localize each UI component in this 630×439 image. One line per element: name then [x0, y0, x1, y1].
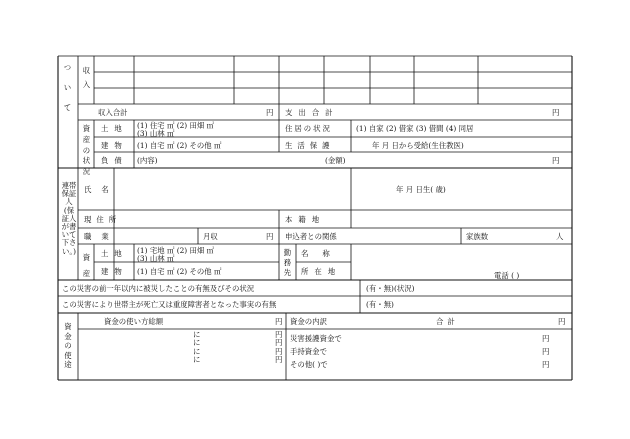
- use-item: に: [193, 338, 201, 348]
- fund-item-label: 手持資金で: [290, 347, 327, 356]
- section-vertical-label: ついて: [63, 63, 72, 112]
- land-line-2: (3) 山林 ㎡: [137, 129, 175, 138]
- disaster-answer-2: (有・無): [366, 300, 394, 309]
- workplace-vertical-label: 勤務先: [283, 248, 292, 277]
- debt-label: 負債: [101, 156, 128, 165]
- debt-content: (内容): [137, 156, 158, 165]
- debt-amount: (金額): [325, 156, 346, 165]
- fund-item-yen: 円: [542, 347, 550, 356]
- guarantor-vertical-label: 連帯保証人(保証人が書いて下さい。): [61, 181, 77, 256]
- family-count-label: 家族数: [466, 232, 489, 241]
- income-total-yen: 円: [266, 108, 274, 117]
- income-total-label: 収入合計: [98, 108, 128, 117]
- workplace-address-label: 所在地: [301, 267, 342, 276]
- guarantor-land-line-2: (3) 山林 ㎡: [137, 254, 175, 263]
- guarantor-building-label: 建物: [101, 267, 128, 276]
- use-total-label: 資金の使い方総額: [104, 317, 164, 326]
- breakdown-label: 資金の内訳: [290, 317, 327, 326]
- family-count-unit: 人: [556, 232, 564, 241]
- welfare-label: 生活保護: [285, 141, 335, 150]
- guarantor-land-label: 土地: [101, 249, 128, 258]
- residence-status-label: 住居の状況: [285, 124, 332, 133]
- breakdown-total-yen: 円: [558, 317, 566, 326]
- building-label: 建物: [101, 141, 128, 150]
- phone-label: 電話 ( ): [494, 271, 520, 280]
- use-item: に: [193, 354, 201, 364]
- use-total-yen: 円: [275, 317, 283, 326]
- use-item: に: [193, 346, 201, 356]
- fund-item-yen: 円: [542, 360, 550, 369]
- disaster-question-2: この災害により世帯主が死亡又は重度障害者となった事実の有無: [62, 300, 277, 309]
- monthly-income-yen: 円: [266, 232, 274, 241]
- use-item-list: [193, 331, 200, 364]
- land-label: 土地: [101, 124, 128, 133]
- guarantor-land-line-1: (1) 宅地 ㎡ (2) 田畑 ㎡: [137, 246, 215, 255]
- guarantor-building-line: (1) 自宅 ㎡ (2) その他 ㎡: [137, 267, 222, 276]
- breakdown-total-label: 合計: [436, 317, 459, 326]
- use-item: に: [193, 330, 201, 339]
- disaster-answer-1: (有・無)(状況): [366, 284, 415, 293]
- occupation-label: 職業: [84, 232, 119, 241]
- address-label: 現住所: [84, 215, 122, 224]
- fund-item-label: その他( )で: [290, 360, 328, 369]
- residence-options: (1) 自家 (2) 借家 (3) 借間 (4) 同居: [356, 124, 474, 133]
- use-item-yen: 円: [275, 330, 283, 339]
- expense-total-yen: 円: [552, 108, 560, 117]
- expense-total-label: 支出合計: [285, 108, 339, 117]
- name-label: 氏名: [84, 185, 119, 194]
- assets-vertical-label: 資産の状況: [82, 124, 91, 177]
- relation-label: 申込者との関係: [285, 232, 337, 241]
- fund-item-yen: 円: [542, 334, 550, 343]
- income-vertical-label: 収入: [82, 66, 91, 89]
- use-item-yen: 円: [275, 354, 283, 364]
- funds-use-vertical-label: 資金の使途: [64, 322, 72, 369]
- debt-yen: 円: [552, 156, 560, 165]
- domicile-label: 本籍地: [285, 215, 326, 224]
- guarantor-assets-vertical: 資産: [82, 253, 91, 278]
- monthly-income-label: 月収: [203, 232, 218, 241]
- birthdate-text: 年 月 日生( 歳): [396, 185, 446, 194]
- fund-item-label: 災害援護資金で: [290, 334, 342, 343]
- disaster-question-1: この災害の前一年以内に被災したことの有無及びその状況: [62, 284, 255, 293]
- use-item-yen: 円: [275, 346, 283, 356]
- use-item-yen: 円: [275, 338, 283, 348]
- welfare-detail: 年 月 日から受給(生住教医): [372, 141, 464, 150]
- building-line: (1) 自宅 ㎡ (2) その他 ㎡: [137, 141, 222, 150]
- land-line-1: (1) 住宅 ㎡ (2) 田畑 ㎡: [137, 121, 215, 130]
- use-yen-column: [275, 331, 282, 364]
- workplace-name-label: 名称: [301, 249, 344, 258]
